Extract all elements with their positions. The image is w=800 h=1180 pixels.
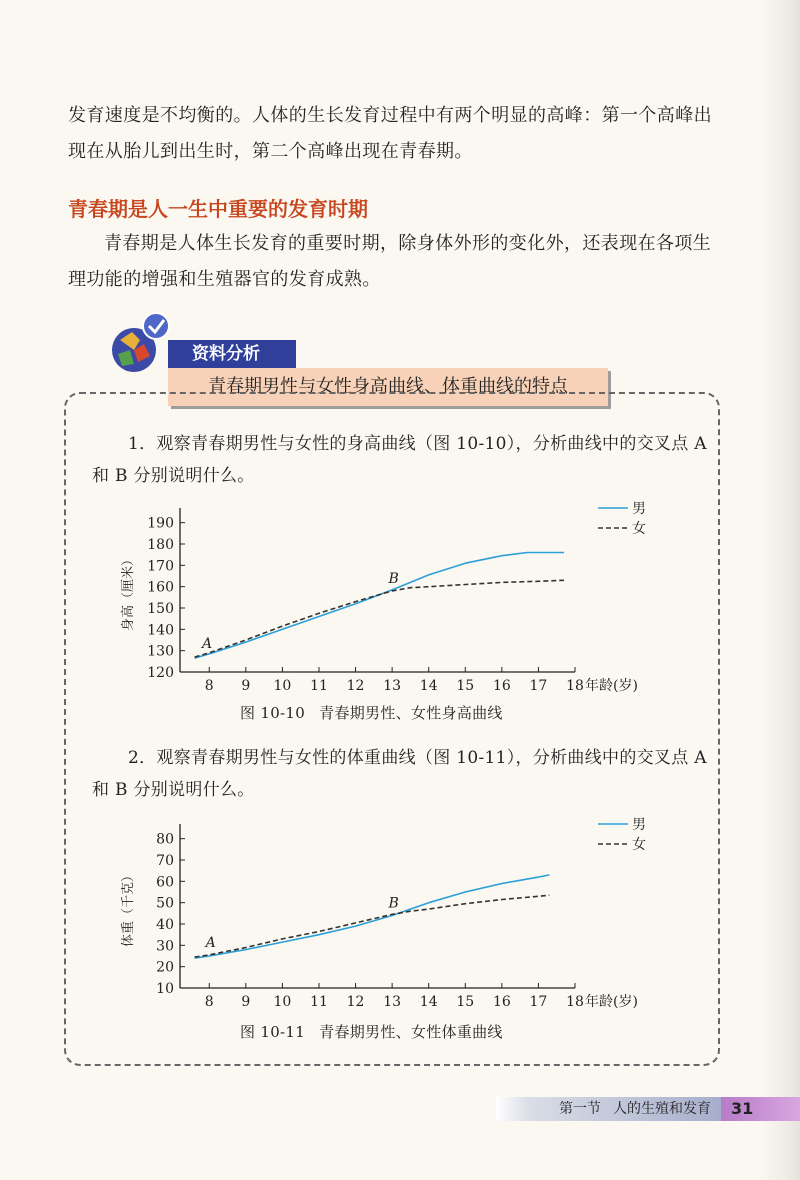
body-paragraph-2: 青春期是人体生长发育的重要时期，除身体外形的变化外，还表现在各项生理功能的增强和生殖器官的发育成熟。: [68, 233, 712, 290]
female-series-line: [195, 580, 564, 657]
y-tick-label: 140: [147, 622, 174, 639]
x-tick-label: 9: [241, 678, 251, 694]
figure-title: 青春期男性、女性身高曲线: [319, 704, 503, 722]
y-tick-label: 150: [147, 601, 174, 617]
y-axis-label: 身高（厘米）: [121, 552, 136, 632]
y-tick-label: 50: [156, 895, 174, 912]
page-number: 31: [721, 1097, 800, 1121]
legend-label: 女: [632, 521, 646, 537]
figure-title: 青春期男性、女性体重曲线: [319, 1023, 503, 1041]
question-1: 1．观察青春期男性与女性的身高曲线（图 10-10），分析曲线中的交叉点 A 和 B 分别说明什么。: [92, 434, 707, 486]
box-title-banner: 青春期男性与女性身高曲线、体重曲线的特点: [168, 368, 608, 406]
y-tick-label: 20: [156, 959, 174, 976]
legend-label: 男: [632, 817, 646, 833]
footer-section: 第一节: [559, 1101, 601, 1117]
x-tick-label: 18: [566, 678, 584, 694]
x-tick-label: 10: [273, 678, 292, 694]
y-tick-label: 10: [156, 981, 174, 997]
y-tick-label: 30: [156, 938, 174, 955]
x-tick-label: 12: [346, 678, 365, 694]
x-tick-label: 14: [419, 994, 438, 1010]
y-axis-label: 体重（千克）: [121, 868, 136, 948]
page-binding-shadow: [760, 0, 800, 1180]
male-series-line: [195, 875, 550, 958]
y-tick-label: 180: [147, 537, 174, 553]
male-series-line: [195, 553, 564, 659]
x-tick-label: 12: [346, 994, 365, 1010]
x-tick-label: 17: [529, 994, 548, 1010]
crosspoint-label: B: [388, 570, 399, 587]
data-analysis-icon: [110, 310, 172, 376]
x-tick-label: 10: [273, 994, 292, 1010]
x-tick-label: 15: [456, 994, 475, 1010]
footer-section-bar: [496, 1097, 721, 1121]
x-axis-label: 年龄(岁): [585, 994, 638, 1010]
x-tick-label: 17: [529, 678, 548, 694]
x-tick-label: 11: [310, 994, 328, 1010]
x-tick-label: 18: [566, 994, 584, 1010]
crosspoint-label: B: [388, 895, 399, 912]
legend-label: 男: [632, 501, 646, 517]
crosspoint-label: A: [205, 934, 216, 951]
y-tick-label: 40: [156, 917, 174, 933]
y-tick-label: 130: [147, 643, 174, 660]
y-tick-label: 170: [147, 558, 174, 575]
question-2: 2．观察青春期男性与女性的体重曲线（图 10-11），分析曲线中的交叉点 A 和 B 分别说明什么。: [92, 748, 707, 800]
y-tick-label: 70: [156, 853, 174, 869]
x-tick-label: 16: [492, 678, 511, 694]
x-tick-label: 13: [383, 994, 402, 1010]
x-axis-label: 年龄(岁): [585, 678, 638, 694]
x-tick-label: 14: [419, 678, 438, 694]
x-tick-label: 13: [383, 678, 402, 694]
y-tick-label: 120: [147, 665, 174, 681]
footer-chapter: 人的生殖和发育: [613, 1101, 711, 1117]
x-tick-label: 8: [204, 678, 214, 694]
weight-curve-chart: [110, 812, 670, 1018]
legend-label: 女: [632, 837, 646, 853]
figure-number: 图 10-10: [240, 704, 306, 722]
female-series-line: [195, 895, 550, 957]
y-tick-label: 190: [147, 515, 174, 532]
x-tick-label: 8: [204, 994, 214, 1010]
crosspoint-label: A: [201, 635, 213, 652]
y-tick-label: 160: [147, 579, 174, 596]
height-curve-chart: [110, 496, 670, 702]
x-tick-label: 11: [310, 678, 328, 694]
section-heading: 青春期是人一生中重要的发育时期: [68, 197, 368, 221]
figure-number: 图 10-11: [240, 1023, 306, 1041]
y-tick-label: 60: [156, 874, 174, 891]
y-tick-label: 80: [156, 831, 174, 848]
x-tick-label: 15: [456, 678, 475, 694]
data-analysis-tag: 资料分析: [168, 340, 296, 368]
figure-10-10-caption: [240, 702, 503, 723]
x-tick-label: 16: [492, 994, 511, 1010]
x-tick-label: 9: [241, 994, 251, 1010]
body-paragraph-1: 发育速度是不均衡的。人体的生长发育过程中有两个明显的高峰：第一个高峰出现在从胎儿到出生时，第二个高峰出现在青春期。: [68, 105, 712, 162]
figure-10-11-caption: [240, 1021, 503, 1042]
